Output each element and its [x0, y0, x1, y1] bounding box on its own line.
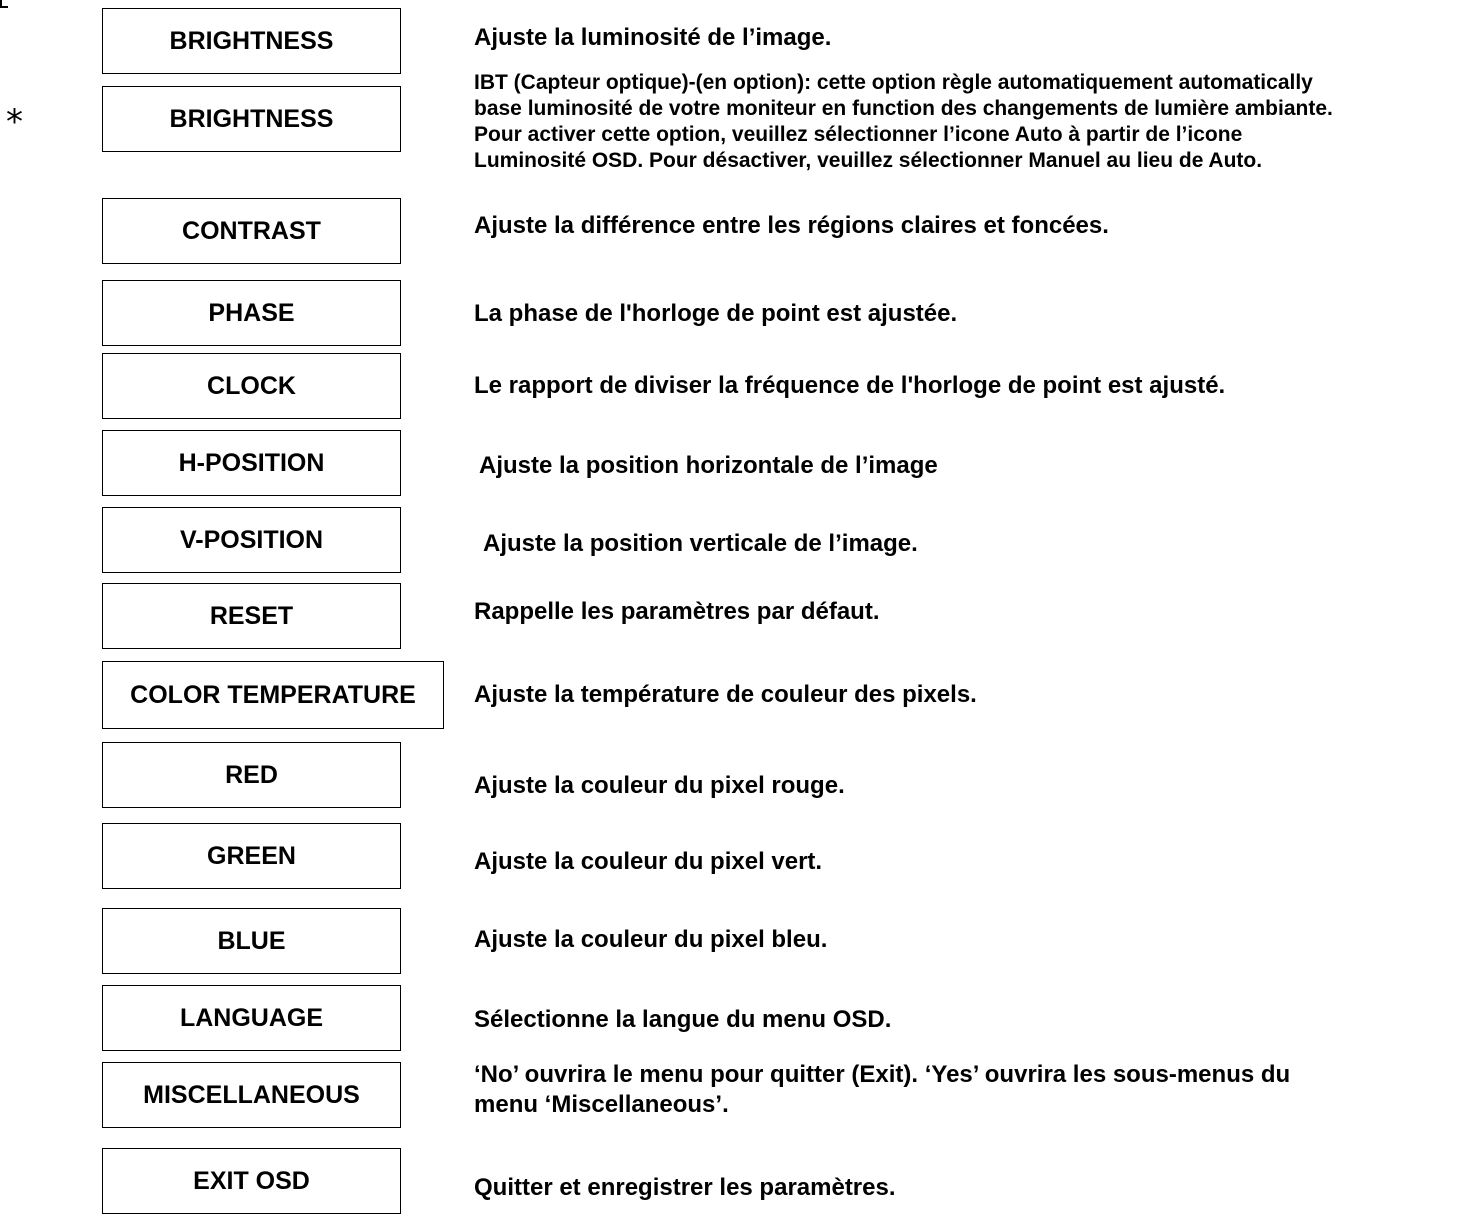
phase-label: PHASE — [102, 280, 401, 346]
reset-description: Rappelle les paramètres par défaut. — [474, 598, 880, 625]
brightness-label: BRIGHTNESS — [102, 8, 401, 74]
exit-osd-label: EXIT OSD — [102, 1148, 401, 1214]
miscellaneous-label: MISCELLANEOUS — [102, 1062, 401, 1128]
v-position-label: V-POSITION — [102, 507, 401, 573]
contrast-label: CONTRAST — [102, 198, 401, 264]
clock-description: Le rapport de diviser la fréquence de l'horloge de point est ajusté. — [474, 372, 1226, 399]
red-label: RED — [102, 742, 401, 808]
corner-mark — [0, 0, 8, 8]
brightness-ibt-description-line-1: IBT (Capteur optique)-(en option): cette option règle automatiquement automatically — [474, 71, 1313, 94]
reset-label: RESET — [102, 583, 401, 649]
miscellaneous-description-line-2: menu ‘Miscellaneous’. — [474, 1091, 729, 1118]
asterisk-marker: * — [6, 102, 23, 142]
v-position-description: Ajuste la position verticale de l’image. — [483, 530, 918, 557]
language-description: Sélectionne la langue du menu OSD. — [474, 1006, 892, 1033]
brightness-ibt-label: BRIGHTNESS — [102, 86, 401, 152]
brightness-ibt-description-line-2: base luminosité de votre moniteur en function des changements de lumière ambiante. — [474, 97, 1333, 120]
green-description: Ajuste la couleur du pixel vert. — [474, 848, 823, 875]
clock-label: CLOCK — [102, 353, 401, 419]
h-position-description: Ajuste la position horizontale de l’image — [479, 452, 938, 479]
blue-description: Ajuste la couleur du pixel bleu. — [474, 926, 828, 953]
exit-osd-description: Quitter et enregistrer les paramètres. — [474, 1174, 896, 1201]
language-label: LANGUAGE — [102, 985, 401, 1051]
brightness-description: Ajuste la luminosité de l’image. — [474, 24, 832, 51]
color-temperature-label: COLOR TEMPERATURE — [102, 661, 444, 729]
h-position-label: H-POSITION — [102, 430, 401, 496]
color-temperature-description: Ajuste la température de couleur des pixels. — [474, 681, 977, 708]
red-description: Ajuste la couleur du pixel rouge. — [474, 772, 845, 799]
blue-label: BLUE — [102, 908, 401, 974]
green-label: GREEN — [102, 823, 401, 889]
brightness-ibt-description-line-3: Pour activer cette option, veuillez sélectionner l’icone Auto à partir de l’icone — [474, 123, 1243, 146]
contrast-description: Ajuste la différence entre les régions claires et foncées. — [474, 212, 1109, 239]
miscellaneous-description-line-1: ‘No’ ouvrira le menu pour quitter (Exit). ‘Yes’ ouvrira les sous-menus du — [474, 1061, 1291, 1088]
brightness-ibt-description-line-4: Luminosité OSD. Pour désactiver, veuillez sélectionner Manuel au lieu de Auto. — [474, 149, 1263, 172]
phase-description: La phase de l'horloge de point est ajustée. — [474, 300, 958, 327]
